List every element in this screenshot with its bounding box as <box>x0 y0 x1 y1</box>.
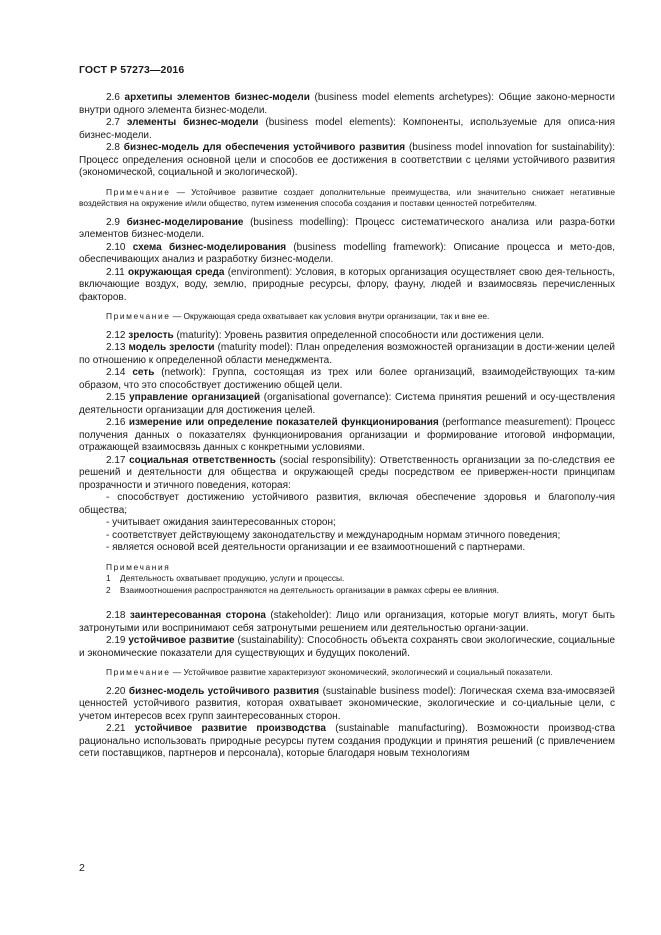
list-item: - способствует достижению устойчивого развития, включая обеспечение здоровья и благополу-чия общества; <box>79 492 615 516</box>
entry-2-18 <box>79 610 615 635</box>
entry-term: бизнес-модель для обеспечения устойчивого развития <box>123 142 406 153</box>
entry-definition: (social responsibility): Ответственность организации за по-следствия ее решений и деятельности для общества и окружающей среды посредством ее привержен-ности принципам прозрачности и этичного поведения, которая: <box>79 454 615 491</box>
entry-number: 2.10 <box>106 241 126 253</box>
entry-definition: (business modelling): Процесс систематического анализа или разра-ботки элементов бизнес-модели. <box>79 216 615 240</box>
entry-number: 2.21 <box>106 723 126 734</box>
entry-number: 2.8 <box>106 142 120 153</box>
entry-term: зрелость <box>128 329 174 341</box>
notes-item-text: Деятельность охватывает продукцию, услуги и процессы. <box>120 573 345 583</box>
entry-2-8 <box>79 142 615 180</box>
entry-definition: (organisational governance): Система принятия решений и осу-ществления деятельности организации для достижения целей. <box>79 392 616 416</box>
entry-definition: (business model elements): Компоненты, используемые для описа-ния бизнес-модели. <box>79 117 615 141</box>
list-item: - соответствует действующему законодательству и международным нормам этичного поведения; <box>106 529 561 541</box>
entry-definition: (environment): Условия, в которых организация осуществляет свою дея-тельность, включающие воздух, воду, землю, природные ресурсы, флору, фауну, людей и взаимосвязь перечисленных факторов. <box>79 266 615 303</box>
list-item: - является основой всей деятельности организации и ее взаимоотношений с партнерами. <box>106 542 526 553</box>
entry-2-16 <box>79 417 615 455</box>
page-number: 2 <box>79 862 85 874</box>
entry-definition: (sustainability): Способность объекта сохранять свои экологические, социальные и экономические показатели для существующих и будущих поколений. <box>79 635 616 659</box>
note-text: — Устойчивое развитие создает дополнительные преимущества, или значительно снижает негативные воздействия на окружение и/или общество, путем изменения способа создания и поставки ценностей потребителям. <box>79 186 615 208</box>
entry-2-9 <box>79 217 615 242</box>
entry-2-17 <box>79 455 615 493</box>
document-body <box>79 92 615 761</box>
entry-number: 2.17 <box>106 454 126 466</box>
entry-number: 2.15 <box>106 392 126 403</box>
notes-item-number: 1 <box>106 573 111 583</box>
entry-definition: (business model innovation for sustainability): Процесс определения основной цели и способов ее достижения в соответствии с целями устойчивого развития (экономической, социальной и экологической). <box>79 142 616 178</box>
note-2-19 <box>79 667 615 679</box>
entry-2-6 <box>79 92 615 117</box>
entry-term: управление организацией <box>129 392 261 403</box>
entry-2-11 <box>79 267 615 305</box>
entry-2-12 <box>79 330 615 343</box>
entry-number: 2.18 <box>106 610 126 621</box>
entry-2-19 <box>79 635 615 660</box>
note-text: — Устойчивое развитие характеризуют экономический, экологический и социальный показатели. <box>170 667 553 677</box>
entry-term: модель зрелости <box>128 342 215 353</box>
entry-number: 2.14 <box>106 367 126 378</box>
notes-item <box>79 573 615 585</box>
section-spacer <box>79 596 615 610</box>
note-text: — Окружающая среда охватывает как условия внутри организации, так и вне ее. <box>170 311 490 321</box>
entry-definition: (network): Группа, состоящая из трех или более организаций, взаимодействующих та-ким образом, что это способствует достижению общей цели. <box>79 367 616 391</box>
entry-definition: (performance measurement): Процесс получения данных о показателях функционирования организации и формирование итоговой информации, отражающей взаимосвязь данных с конкретными условиями. <box>79 417 616 453</box>
entry-term: архетипы элементов бизнес-модели <box>124 92 310 103</box>
entry-number: 2.13 <box>106 342 126 353</box>
notes-item-text: Взаимоотношения распространяются на деятельность организации в рамках сферы ее влияния. <box>120 584 500 595</box>
notes-item <box>79 585 615 597</box>
entry-term: окружающая среда <box>128 266 225 278</box>
entry-2-20 <box>79 686 615 724</box>
entry-definition: (maturity model): План определения возможностей организации в дости-жении целей по отношению к определенной области менеджмента. <box>79 342 616 366</box>
note-2-8 <box>79 187 615 210</box>
entry-2-13 <box>79 342 615 367</box>
entry-term: схема бизнес-моделирования <box>132 241 287 253</box>
notes-item-number: 2 <box>106 584 111 595</box>
entry-number: 2.20 <box>106 685 126 697</box>
entry-definition: (business model elements archetypes): Общие законо-мерности внутри одного элемента бизнес-модели. <box>79 92 616 116</box>
note-2-11 <box>79 311 615 323</box>
entry-definition: (maturity): Уровень развития определенной способности или достижения цели. <box>173 329 545 341</box>
entry-term: устойчивое развитие производства <box>134 723 326 734</box>
entry-2-21 <box>79 723 615 761</box>
entry-number: 2.19 <box>106 635 126 646</box>
entry-2-7 <box>79 117 615 142</box>
entry-term: элементы бизнес-модели <box>126 117 259 128</box>
entry-term: устойчивое развитие <box>128 635 235 646</box>
entry-term: измерение или определение показателей функционирования <box>128 417 439 428</box>
entry-definition: (stakeholder): Лицо или организация, которые могут влиять, могут быть затронутыми или воспринимают себя затронутыми решением или деятельностью органи-зации. <box>79 610 615 634</box>
entry-2-10 <box>79 242 615 267</box>
notes-title: Примечания <box>106 561 171 572</box>
entry-term: бизнес-модель устойчивого развития <box>128 685 320 697</box>
page-header: ГОСТ Р 57273—2016 <box>79 64 185 76</box>
entry-number: 2.12 <box>106 329 126 341</box>
entry-number: 2.7 <box>106 117 120 128</box>
entry-number: 2.9 <box>106 216 120 228</box>
entry-definition: (business modelling framework): Описание процесса и мето-дов, обеспечивающих анализ и разработку бизнес-модели. <box>79 241 616 265</box>
entry-term: социальная ответственность <box>129 454 276 466</box>
entry-number: 2.11 <box>106 266 125 278</box>
entry-2-14 <box>79 367 615 392</box>
note-label: Примечание <box>106 667 171 677</box>
list-item: - учитывает ожидания заинтересованных сторон; <box>106 517 336 528</box>
entry-term: бизнес-моделирование <box>126 216 244 228</box>
entry-definition: (sustainable business model): Логическая схема вза-имосвязей ценностей устойчивого развития, которая охватывает экономические, экологические и со-циальные цели, с учетом интересов всех групп заинтересованных сторон. <box>79 685 615 722</box>
entry-term: сеть <box>132 367 155 378</box>
entry-number: 2.16 <box>106 417 126 428</box>
note-label: Примечание <box>106 186 171 197</box>
note-label: Примечание <box>106 311 171 321</box>
entry-2-15 <box>79 392 615 417</box>
entry-term: заинтересованная сторона <box>129 610 266 621</box>
entry-number: 2.6 <box>106 92 120 103</box>
entry-definition: (sustainable manufacturing). Возможности производ-ства рационально использовать природные ресурсы путем создания продукции и принятия решений (с привлечением сети поставщиков, партнеров и персонала), которые благодаря новым технологиям <box>79 723 616 759</box>
